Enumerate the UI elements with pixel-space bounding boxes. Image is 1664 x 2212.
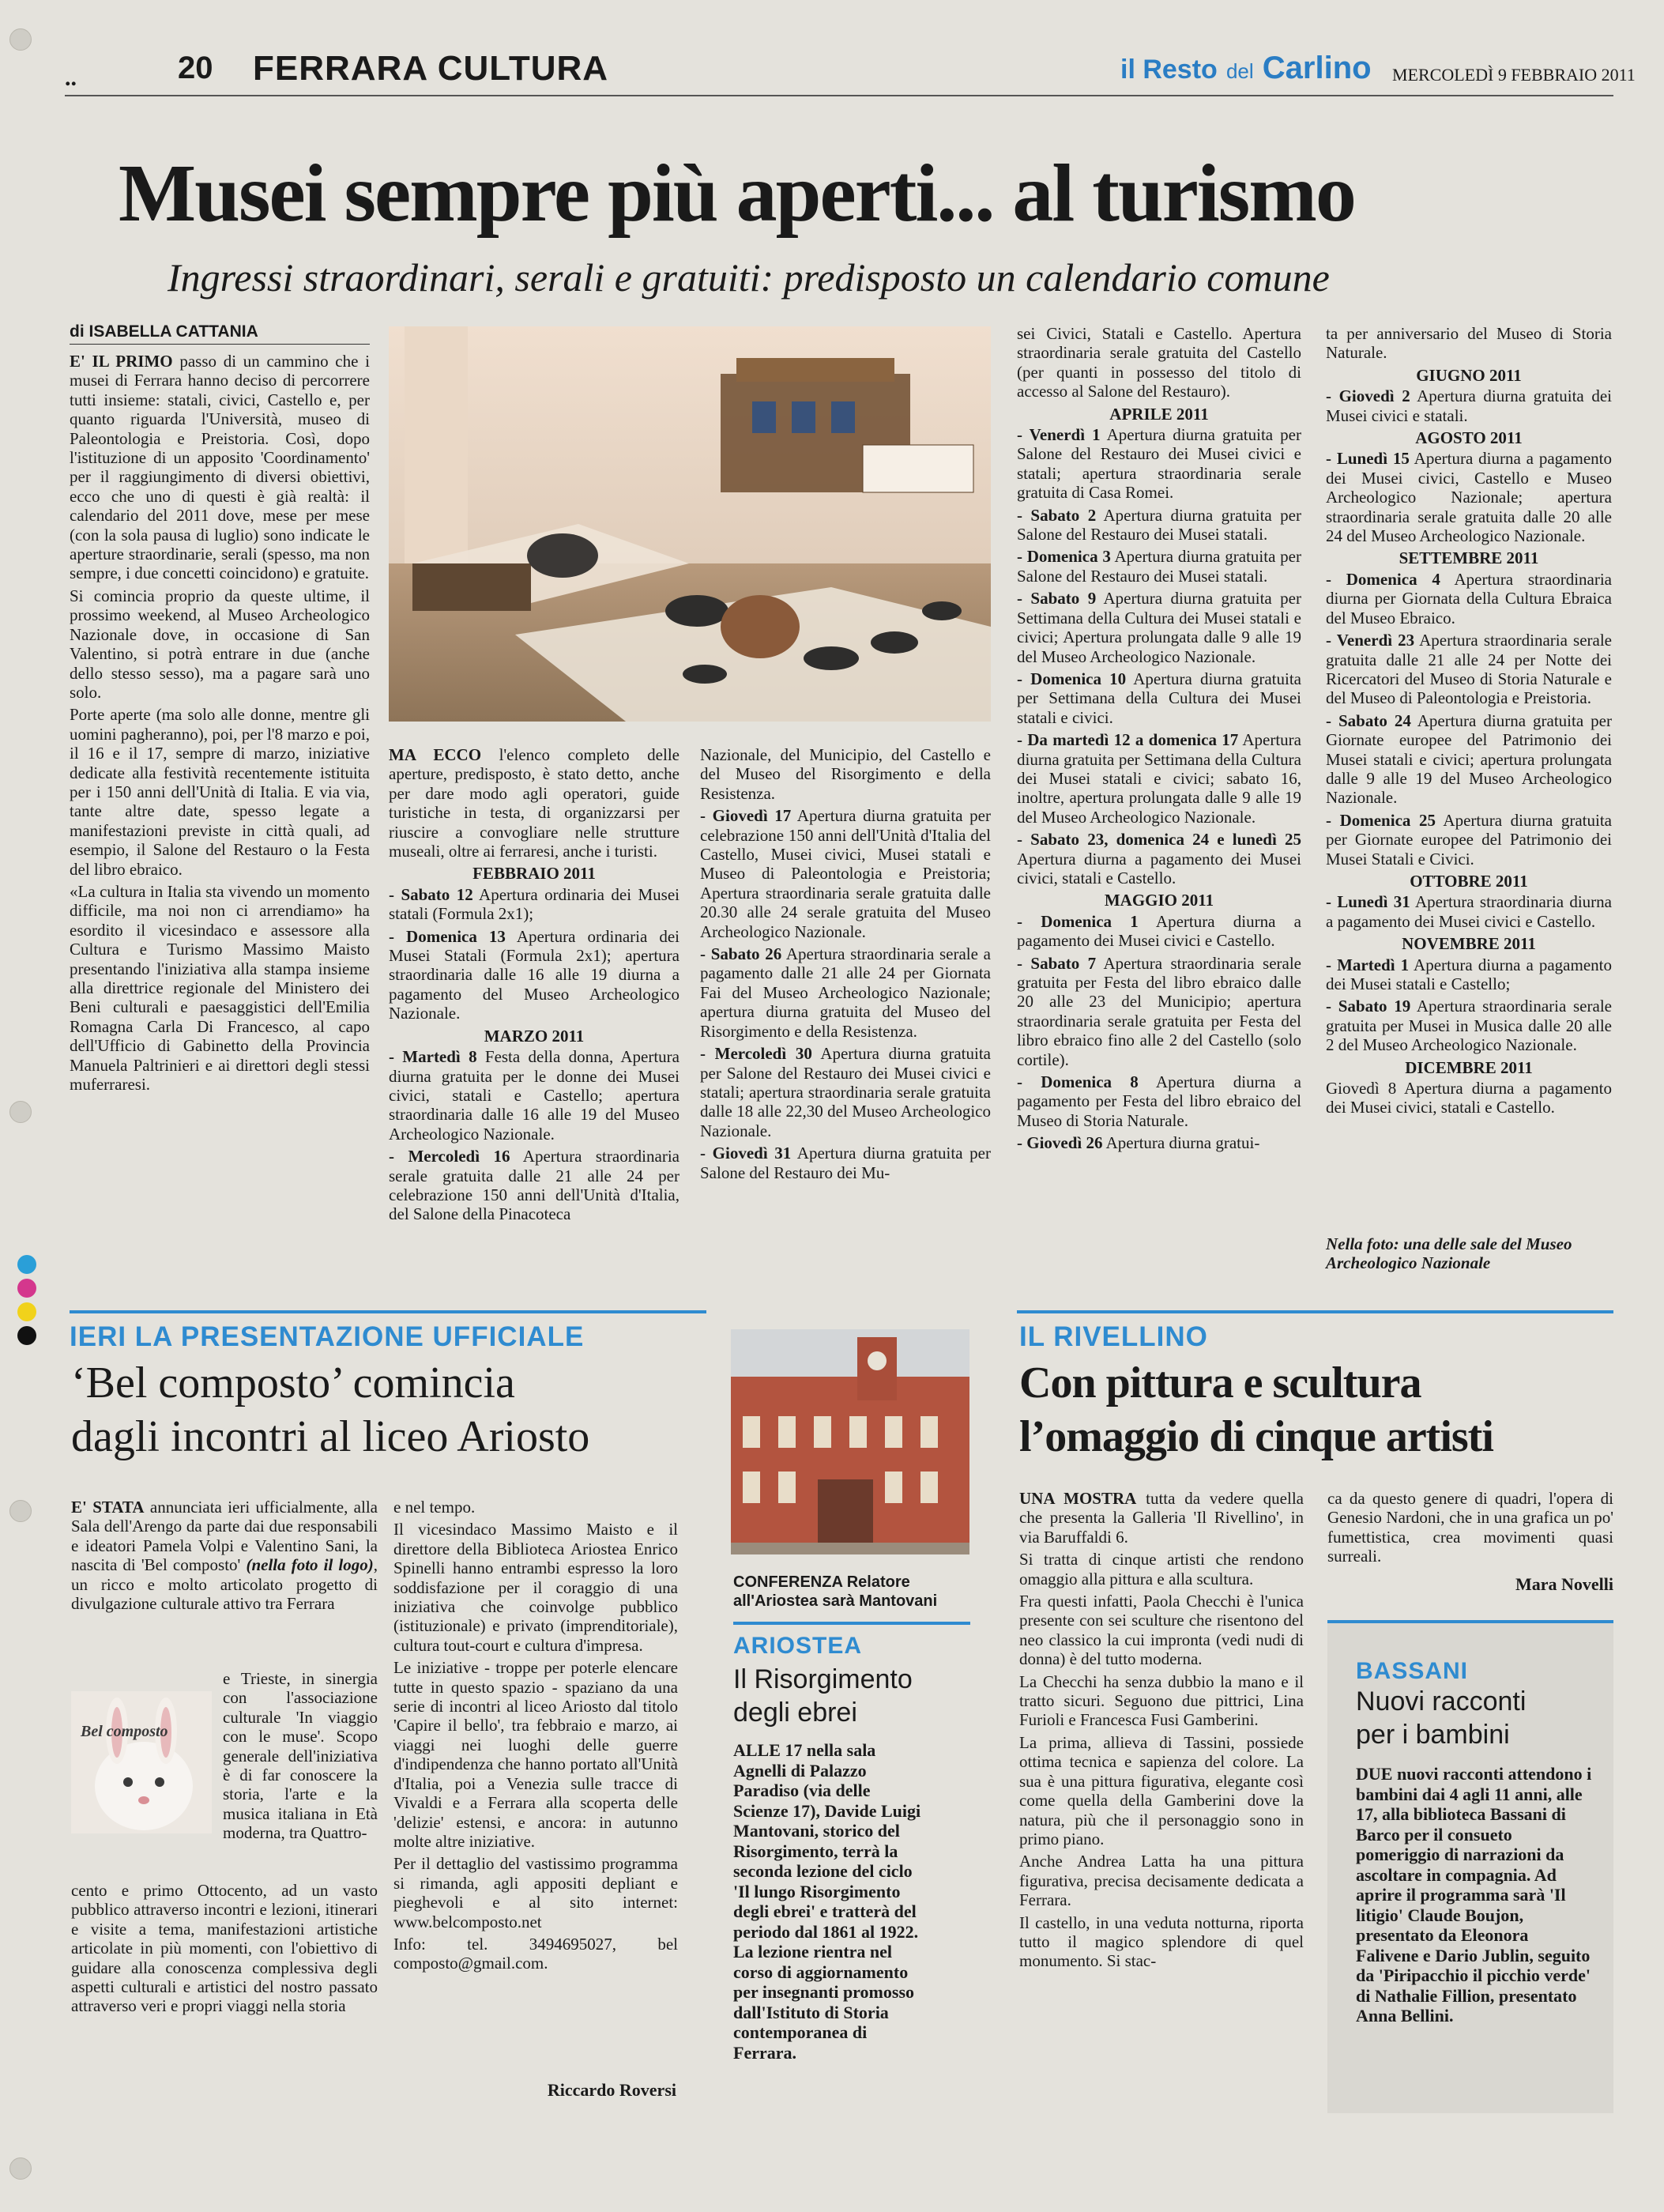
section-rule-ariostea bbox=[733, 1622, 970, 1625]
paragraph-text: Apertura diurna a pagamento dei Musei civici, Castello e Museo Archeologico Nazionale; apertura straordinaria serale gratuita dalle 20 alle 24 del Museo Archeologico Nazionale. bbox=[1326, 449, 1612, 546]
bel-composto-intro bbox=[71, 1498, 378, 1616]
paragraph-lead: - Domenica 25 bbox=[1326, 810, 1436, 830]
paragraph-text: Apertura diurna gratuita per Salone del Restauro dei Mu- bbox=[700, 1144, 991, 1182]
rivellino-col1 bbox=[1019, 1489, 1304, 1974]
paragraph: e nel tempo. bbox=[393, 1498, 476, 1517]
paragraph-text: Si tratta di cinque artisti che rendono omaggio alla pittura e alla scultura. bbox=[1019, 1550, 1304, 1588]
paragraph-text: Apertura straordinaria serale gratuita per Festa del libro ebraico dalle 20 alle 23 del Municipio; apertura straordinaria serale gratuita per Festa del libro ebraico fino alle 2 del Castello (solo cortile). bbox=[1017, 953, 1301, 1069]
paragraph-text: Apertura diurna a pagamento per Festa del libro ebraico del Museo di Storia Naturale. bbox=[1017, 1072, 1301, 1130]
paragraph bbox=[1326, 997, 1612, 1054]
paragraph bbox=[1017, 669, 1301, 727]
paragraph bbox=[1017, 1072, 1301, 1130]
paragraph-text: Apertura diurna gratuita per Giornate europee del Patrimonio dei Musei Statali e Civici. bbox=[1326, 810, 1612, 869]
paragraph-lead: - Sabato 19 bbox=[1326, 997, 1411, 1016]
binder-hole bbox=[9, 28, 32, 51]
paragraph-text: sei Civici, Statali e Castello. Apertura straordinaria serale gratuita del Castello (per quanti in possesso del titolo di accesso al Salone del Restauro). bbox=[1017, 324, 1301, 401]
paragraph bbox=[1326, 811, 1612, 869]
kicker-rivellino: IL RIVELLINO bbox=[1019, 1321, 1208, 1352]
paragraph-text: ta per anniversario del Museo di Storia Naturale. bbox=[1326, 324, 1612, 363]
paragraph-lead: - Sabato 23, domenica 24 e lunedì 25 bbox=[1017, 830, 1301, 850]
paragraph-text: «La cultura in Italia sta vivendo un momento difficile, ma noi non ci arrendiamo» ha esordito il vicesindaco e assessore alla Cultura e Turismo Massimo Maisto presentando l'iniziativa alla stampa insieme alla direttrice regionale del Ministero dei Beni culturali e paesaggistici dell'Emilia Romagna Carla Di Francesco, al capo dell'Ufficio di Gabinetto della Provincia Manuela Paltrinieri e ai direttori degli stessi muferraresi. bbox=[70, 881, 370, 1095]
registration-dot-magenta bbox=[17, 1279, 36, 1298]
conferenza-caption bbox=[733, 1573, 970, 1611]
paper-logo-a: il Resto bbox=[1120, 55, 1218, 85]
paragraph-lead: - Domenica 10 bbox=[1017, 669, 1127, 688]
bel-composto-col2 bbox=[393, 1498, 678, 1976]
paragraph-lead: - Domenica 8 bbox=[1017, 1072, 1139, 1092]
bel-composto-author: Riccardo Roversi bbox=[547, 2080, 676, 2100]
main-article-col1 bbox=[70, 352, 370, 1097]
paragraph bbox=[1017, 506, 1301, 545]
rivellino-col2 bbox=[1327, 1489, 1613, 1570]
paragraph bbox=[1019, 1733, 1304, 1848]
paragraph bbox=[389, 1047, 680, 1144]
paragraph: Le iniziative - troppe per poterle elencare tutte in questo spazio - spaziano da una serie di incontri al liceo Ariosto dal titolo 'Capire il bello', tra febbraio e marzo, ai viaggi nei luoghi delle guerre d'indipendenza che hanno portato all'Unità d'Italia, poi a Venezia sulle tracce di Vivaldi e a Ferrara alla scoperta delle 'delizie' estensi, e ancora: in autunno molte altre iniziative. bbox=[393, 1658, 678, 1851]
bel-composto-logo-text: Bel composto bbox=[81, 1723, 168, 1740]
paragraph bbox=[1017, 730, 1301, 827]
paragraph-text: passo di un cammino che i musei di Ferrara hanno deciso di percorrere tutti insieme: statali, civici, Castello e, per quanto riguarda l'Università, museo di Paleontologia e Preistoria. Così, dopo l'istituzione di un apposito 'Coordinamento' per il raggiungimento di diversi obiettivi, ecco che uno di questi è già realtà: il calendario del 2011 dove, mese per mese (con la sola pausa di luglio) sono indicate le aperture straordinarie, serali (spesso, ma non sempre, i due concetti coincidono) e gratuite. bbox=[70, 352, 370, 583]
page-number: 20 bbox=[178, 51, 213, 85]
section-rule-rivellino bbox=[1017, 1310, 1613, 1313]
paragraph-lead: - Sabato 9 bbox=[1017, 589, 1097, 609]
paper-logo-c: Carlino bbox=[1262, 51, 1372, 85]
headline-ariostea-1: Il Risorgimento bbox=[733, 1664, 913, 1694]
paragraph: Il vicesindaco Massimo Maisto e il direttore della Biblioteca Ariostea Enrico Spinelli hanno entrambi espresso la loro soddisfazione per il coraggio di una iniziativa che coinvolge pubblico (istituzionale) e privato (imprenditoriale), cultura tout-court e cultura d'impresa. bbox=[393, 1520, 678, 1655]
calendar-month-heading: FEBBRAIO 2011 bbox=[472, 864, 596, 884]
paragraph-text: Apertura diurna gratuita per Settimana della Cultura dei Musei statali e civici; Apertura prolungata dalle 9 alle 19 del Museo Archeologico Nazionale. bbox=[1017, 589, 1301, 666]
photo-caption: Nella foto: una delle sale del Museo Archeologico Nazionale bbox=[1326, 1234, 1572, 1272]
paragraph-text: Giovedì 8 Apertura diurna a pagamento dei Musei civici, statali e Castello. bbox=[1326, 1079, 1612, 1117]
bel-composto-logo bbox=[71, 1691, 212, 1833]
paragraph-lead: E' IL PRIMO bbox=[70, 352, 173, 371]
paragraph-text: tutta da vedere quella che presenta la Galleria 'Il Rivellino', in via Baruffaldi 6. bbox=[1019, 1489, 1304, 1547]
paragraph-text: Apertura straordinaria diurna per Giornata della Cultura Ebraica del Museo Ebraico. bbox=[1326, 569, 1612, 627]
paragraph bbox=[700, 745, 991, 803]
paragraph bbox=[1017, 830, 1301, 887]
registration-dot-cyan bbox=[17, 1255, 36, 1274]
paragraph-text: Apertura diurna gratuita per Salone del Restauro dei Musei civici e statali; apertura straordinaria serale gratuita di Casa Romei. bbox=[1017, 425, 1301, 503]
paragraph bbox=[1326, 955, 1612, 994]
paragraph-lead: - Sabato 2 bbox=[1017, 505, 1097, 525]
headline-rivellino-2: l’omaggio di cinque artisti bbox=[1019, 1412, 1493, 1461]
paragraph-lead: - Sabato 26 bbox=[700, 944, 782, 964]
bassani-body bbox=[1356, 1764, 1593, 2029]
paragraph-text: Anche Andrea Latta ha una pittura figurativa, precisa decisamente dedicata a Ferrara. bbox=[1019, 1852, 1304, 1910]
main-article-col2 bbox=[389, 745, 680, 1227]
calendar-month-heading: DICEMBRE 2011 bbox=[1405, 1057, 1533, 1077]
bassani-body-text: nuovi racconti attendono i bambini dai 4 agli 11 anni, alle 17, alla biblioteca Bassani di Barco per il consueto pomeriggio di narrazioni da ascoltare in compagnia. Ad aprire il programma sarà 'Il litigio' Claude Boujon, presentato da Eleonora Falivene e Dario Jublin, seguito da 'Piripacchio il picchio verde' di Nathalie Fillion, presentato Anna Bellini. bbox=[1356, 1764, 1592, 2025]
calendar-month-heading: MARZO 2011 bbox=[484, 1026, 585, 1046]
headline-bel-composto-1: ‘Bel composto’ comincia bbox=[71, 1358, 515, 1407]
section-rule-bel-composto bbox=[70, 1310, 706, 1313]
paragraph-text: Apertura ordinaria dei Musei statali (Formula 2x1); bbox=[389, 884, 680, 924]
paragraph bbox=[70, 586, 370, 702]
paragraph-text: Apertura diurna gratuita per Giornate europee del Patrimonio dei Musei statali e civici; apertura prolungata dalle 9 alle 19 del Museo Archeologico Nazionale. bbox=[1326, 710, 1612, 808]
calendar-month-heading: MAGGIO 2011 bbox=[1104, 891, 1214, 910]
registration-dot-yellow bbox=[17, 1302, 36, 1321]
paragraph bbox=[700, 944, 991, 1041]
paragraph bbox=[1019, 1592, 1304, 1669]
paragraph bbox=[1019, 1550, 1304, 1588]
paragraph bbox=[389, 1147, 680, 1224]
paragraph-text: Si comincia proprio da queste ultime, il prossimo weekend, al Museo Archeologico Nazionale dove, in occasione di San Valentino, si potrà entrare in due (anche dello stesso sesso), ma a pagare sarà uno solo. bbox=[70, 586, 370, 702]
paragraph bbox=[1017, 589, 1301, 666]
headline-bel-composto-2: dagli incontri al liceo Ariosto bbox=[71, 1412, 590, 1461]
binder-hole bbox=[9, 1500, 32, 1522]
paragraph bbox=[700, 1144, 991, 1182]
paragraph-lead: - Domenica 3 bbox=[1017, 547, 1111, 567]
palazzo-photo bbox=[731, 1329, 969, 1554]
paragraph-lead: UNA MOSTRA bbox=[1019, 1489, 1137, 1508]
issue-date: MERCOLEDÌ 9 FEBBRAIO 2011 bbox=[1392, 65, 1636, 85]
paragraph bbox=[1326, 449, 1612, 545]
headline-rivellino-1: Con pittura e scultura bbox=[1019, 1358, 1421, 1407]
paragraph-text: Festa della donna, Apertura diurna gratuita per le donne dei Musei civici, statali e Castello; apertura straordinaria dalle 16 alle 19 del Museo Archeologico Nazionale. bbox=[389, 1047, 680, 1144]
paragraph-text: Nazionale, del Municipio, del Castello e del Museo del Risorgimento e della Resistenza. bbox=[700, 745, 991, 803]
paragraph bbox=[1326, 631, 1612, 708]
paragraph-text: Fra questi infatti, Paola Checchi è l'unica presente con sei sculture che risentono del neo classico la cui impronta (vedi nudi di donna) è del tutto moderna. bbox=[1019, 1592, 1304, 1669]
paragraph-lead: - Venerdì 23 bbox=[1326, 631, 1415, 650]
byline-rule bbox=[70, 344, 370, 345]
byline: di ISABELLA CATTANIA bbox=[70, 322, 258, 341]
main-headline: Musei sempre più aperti... al turismo bbox=[119, 148, 1355, 239]
paragraph bbox=[700, 806, 991, 941]
paragraph-lead: - Giovedì 2 bbox=[1326, 386, 1410, 406]
headline-ariostea-2: degli ebrei bbox=[733, 1698, 857, 1728]
calendar-month-heading: AGOSTO 2011 bbox=[1415, 428, 1523, 448]
paragraph-text: Apertura straordinaria diurna a pagamento dei Musei civici e Castello. bbox=[1326, 892, 1612, 931]
paragraph: Info: tel. 3494695027, bel composto@gmail.com. bbox=[393, 1934, 678, 1973]
page-marker: .. bbox=[65, 65, 77, 91]
paragraph-text: Apertura straordinaria serale gratuita per Musei in Musica dalle 20 alle 2 del Museo Archeologico Nazionale. bbox=[1326, 997, 1612, 1055]
paragraph bbox=[1017, 1133, 1301, 1152]
paragraph-text: Apertura straordinaria serale gratuita dalle 21 alle 24 per celebrazione 150 anni dell'Unità d'Italia, del Salone della Pinacoteca bbox=[389, 1147, 680, 1224]
paragraph-text: Apertura diurna gratuita per celebrazione 150 anni dell'Unità d'Italia del Castello, Musei civici, Musei statali e Museo di Paleontologia e Preistoria; Apertura straordinaria serale gratuita dalle 20.30 alle 24 serale gratuita del Museo Archeologico Nazionale. bbox=[700, 806, 991, 941]
paragraph: Per il dettaglio del vastissimo programma si rimanda, agli appositi depliant e pieghevoli e al sito internet: www.belcomposto.net bbox=[393, 1854, 678, 1931]
paragraph-lead: - Mercoledì 30 bbox=[700, 1044, 812, 1064]
bel-composto-bottom bbox=[71, 1881, 378, 2019]
paragraph-text: Apertura diurna gratuita dei Musei civici e statali. bbox=[1326, 386, 1612, 425]
paragraph-text: Porte aperte (ma solo alle donne, mentre gli uomini pagheranno), poi, per l'8 marzo e poi, il 16 e il 17, sempre di marzo, iniziative dedicate alla festività recentemente istituita per i 150 anni dell'Unità di Italia. E via via, tante altre date, spesso legate a manifestazioni previste in città quali, ad esempio, il Salone del Restauro o la Festa del libro ebraico. bbox=[70, 705, 370, 879]
museum-photo bbox=[389, 326, 991, 722]
paragraph-text: Apertura diurna a pagamento dei Musei civici, statali e Castello. bbox=[1017, 849, 1301, 887]
paragraph bbox=[1019, 1852, 1304, 1909]
headline-bassani-2: per i bambini bbox=[1356, 1720, 1510, 1750]
paragraph-text: La Checchi ha senza dubbio la mano e il tratto sicuri. Seguono due pittrici, Lina Furioli e Francesca Fusi Gamberini. bbox=[1019, 1671, 1304, 1730]
calendar-month-heading: APRILE 2011 bbox=[1109, 404, 1209, 424]
bel-composto-wrap-text: e Trieste, in sinergia con l'associazione culturale 'In viaggio con le muse'. Scopo generale dell'iniziativa è di far conoscere la storia, l'arte e la musica italiana in Età moderna, tra Quattro- bbox=[223, 1669, 378, 1843]
paragraph bbox=[1326, 711, 1612, 808]
rivellino-author: Mara Novelli bbox=[1515, 1574, 1613, 1594]
paragraph bbox=[1326, 1079, 1612, 1117]
paragraph-lead: - Sabato 12 bbox=[389, 884, 473, 904]
paragraph bbox=[1017, 425, 1301, 503]
paragraph-lead: - Martedì 1 bbox=[1326, 955, 1410, 974]
paragraph bbox=[1326, 324, 1612, 363]
kicker-bassani: BASSANI bbox=[1356, 1658, 1469, 1684]
calendar-month-heading: SETTEMBRE 2011 bbox=[1399, 548, 1539, 568]
paragraph-text: Apertura diurna gratuita per Salone del Restauro dei Musei civici e statali; apertura straordinaria serale gratuita dalle 18 alle 22,30 del Museo Archeologico Nazionale. bbox=[700, 1044, 991, 1140]
paragraph bbox=[389, 885, 680, 924]
paragraph-lead: - Giovedì 31 bbox=[700, 1144, 792, 1163]
main-article-col3 bbox=[700, 745, 991, 1185]
paragraph bbox=[70, 882, 370, 1094]
paper-logo-b: del bbox=[1225, 59, 1254, 83]
kicker-bel-composto: IERI LA PRESENTAZIONE UFFICIALE bbox=[70, 1321, 585, 1352]
paragraph-text: Il castello, in una veduta notturna, riporta tutto il magico splendore di quel monumento. Si stac- bbox=[1019, 1912, 1304, 1971]
paragraph bbox=[70, 352, 370, 583]
rivellino-col2-text: ca da questo genere di quadri, l'opera di Genesio Nardoni, che in una grafica un po' fumettistica, crea movimenti quasi surreali. bbox=[1327, 1489, 1613, 1566]
conferenza-caption-lead: CONFERENZA bbox=[733, 1573, 843, 1591]
bel-composto-tail: , un ricco e molto articolato progetto di divulgazione culturale attivo tra Ferrara bbox=[71, 1555, 378, 1614]
paragraph-text: Apertura diurna gratuita per Settimana della Cultura dei Musei statali e civici. bbox=[1017, 669, 1301, 727]
conferenza-caption-text: Relatore all'Ariostea sarà Mantovani bbox=[733, 1573, 938, 1610]
calendar-month-heading: NOVEMBRE 2011 bbox=[1402, 934, 1536, 954]
paragraph-text: Apertura diurna a pagamento dei Musei civici e Castello. bbox=[1017, 911, 1301, 951]
binder-hole bbox=[9, 1101, 32, 1123]
paragraph bbox=[70, 705, 370, 879]
paragraph-text: La prima, allieva di Tassini, possiede ottima tecnica e sapienza del colore. La sua è una pittura figurativa, elegante così come quella della Gamberini dove la natura, più che il personaggio sono in primo piano. bbox=[1019, 1732, 1304, 1848]
bel-composto-italic: (nella foto il logo) bbox=[246, 1555, 374, 1575]
paragraph bbox=[1019, 1913, 1304, 1971]
paragraph-lead: - Sabato 24 bbox=[1326, 710, 1411, 730]
kicker-ariostea: ARIOSTEA bbox=[733, 1633, 863, 1659]
main-article-col5 bbox=[1326, 324, 1612, 1121]
paragraph bbox=[1017, 954, 1301, 1069]
section-title: FERRARA CULTURA bbox=[253, 49, 609, 88]
paragraph-lead: - Martedì 8 bbox=[389, 1047, 477, 1067]
masthead-rule bbox=[65, 95, 1613, 96]
paragraph-lead: - Domenica 4 bbox=[1326, 569, 1440, 589]
paper-logo bbox=[1120, 51, 1372, 86]
paragraph-lead: - Giovedì 26 bbox=[1017, 1133, 1103, 1153]
bassani-body-lead: DUE bbox=[1356, 1764, 1393, 1784]
paragraph-lead: MA ECCO bbox=[389, 745, 482, 764]
paragraph-text: Apertura diurna gratuita per Salone del Restauro dei Musei statali. bbox=[1017, 547, 1301, 586]
paragraph-lead: - Lunedì 31 bbox=[1326, 892, 1410, 912]
paragraph-lead: - Domenica 1 bbox=[1017, 911, 1139, 931]
bel-composto-wrap bbox=[223, 1669, 378, 1846]
paragraph bbox=[1326, 570, 1612, 627]
registration-dot-black bbox=[17, 1326, 36, 1345]
paragraph-lead: - Mercoledì 16 bbox=[389, 1147, 510, 1166]
ariostea-body bbox=[733, 1740, 923, 2066]
paragraph-lead: - Domenica 13 bbox=[389, 926, 506, 946]
paragraph-lead: - Venerdì 1 bbox=[1017, 425, 1101, 445]
paragraph bbox=[389, 745, 680, 861]
paragraph bbox=[1019, 1672, 1304, 1730]
paragraph-text: Apertura straordinaria serale a pagamento dalle 21 alle 24 per Giornata Fai del Museo Archeologico Nazionale; apertura diurna gratuita del Museo del Risorgimento e della Resistenza. bbox=[700, 944, 991, 1041]
paragraph-text: Apertura diurna gratuita per Salone del Restauro dei Musei statali. bbox=[1017, 505, 1301, 545]
paragraph-lead: - Giovedì 17 bbox=[700, 806, 792, 826]
paragraph-text: l'elenco completo delle aperture, predisposto, è stato detto, anche per dare modo agli operatori, guide turistiche in testa, di organizzarsi per riuscire a convogliare nelle strutture museali, oltre ai ferraresi, anche i turisti. bbox=[389, 745, 680, 861]
main-article-col4 bbox=[1017, 324, 1301, 1156]
paragraph bbox=[1017, 547, 1301, 586]
paragraph-text: Apertura straordinaria serale gratuita dalle 21 alle 24 per Notte dei Ricercatori del Museo di Storia Naturale e del Museo di Paleontologia e Preistoria. bbox=[1326, 631, 1612, 708]
paragraph bbox=[1017, 912, 1301, 951]
bel-composto-text: annunciata ieri ufficialmente, alla Sala dell'Arengo da parte dai due responsabili e ideatori Pamela Volpi e Valentino Sani, la nascita di 'Bel composto' bbox=[71, 1498, 378, 1575]
paragraph-text: Apertura ordinaria dei Musei Statali (Formula 2x1); apertura straordinaria dalle 16 alle 19 diurna a pagamento del Museo Archeologico Nazionale. bbox=[389, 926, 680, 1023]
paragraph-text: Apertura diurna gratui- bbox=[1102, 1133, 1260, 1153]
paragraph-text: Apertura diurna a pagamento dei Musei statali e Castello; bbox=[1326, 955, 1612, 993]
main-subhead: Ingressi straordinari, serali e gratuiti: predisposto un calendario comune bbox=[168, 255, 1330, 300]
ariostea-body-text: ALLE 17 nella sala Agnelli di Palazzo Paradiso (via delle Scienze 17), Davide Luigi Mantovani, storico del Risorgimento, terrà la seconda lezione del ciclo 'Il lungo Risorgimento degli ebrei' e tratterà del periodo dal 1861 al 1922. La lezione rientra nel corso di aggiornamento per insegnanti promosso dall'Istituto di Storia contemporanea di Ferrara. bbox=[733, 1740, 921, 2063]
paragraph bbox=[1326, 892, 1612, 931]
paragraph bbox=[1326, 386, 1612, 425]
paragraph-lead: - Da martedì 12 a domenica 17 bbox=[1017, 730, 1239, 750]
bel-composto-bottom-text: cento e primo Ottocento, ad un vasto pubblico attraverso incontri e lezioni, itinerari e visite a tema, manifestazioni artistiche articolate in più momenti, con l'obiettivo di guidare alla conoscenza complessiva degli aspetti culturali e artistici del nostro passato attraverso veri e propri viaggi nella storia bbox=[71, 1881, 378, 2016]
binder-hole bbox=[9, 2157, 32, 2180]
paragraph bbox=[1017, 324, 1301, 401]
bel-composto-lead: E' STATA bbox=[71, 1498, 145, 1517]
headline-bassani-1: Nuovi racconti bbox=[1356, 1686, 1527, 1716]
paragraph-lead: - Sabato 7 bbox=[1017, 953, 1097, 973]
paragraph-text: Apertura diurna gratuita per Settimana della Cultura dei Musei statali e civici; sabato 16, inoltre, apertura prolungata dalle 9 alle 19 del Museo Archeologico Nazionale. bbox=[1017, 730, 1301, 827]
paragraph bbox=[700, 1044, 991, 1140]
paragraph bbox=[1019, 1489, 1304, 1547]
paragraph bbox=[389, 927, 680, 1023]
paragraph-lead: - Lunedì 15 bbox=[1326, 449, 1410, 469]
calendar-month-heading: OTTOBRE 2011 bbox=[1410, 871, 1528, 891]
calendar-month-heading: GIUGNO 2011 bbox=[1416, 365, 1522, 385]
